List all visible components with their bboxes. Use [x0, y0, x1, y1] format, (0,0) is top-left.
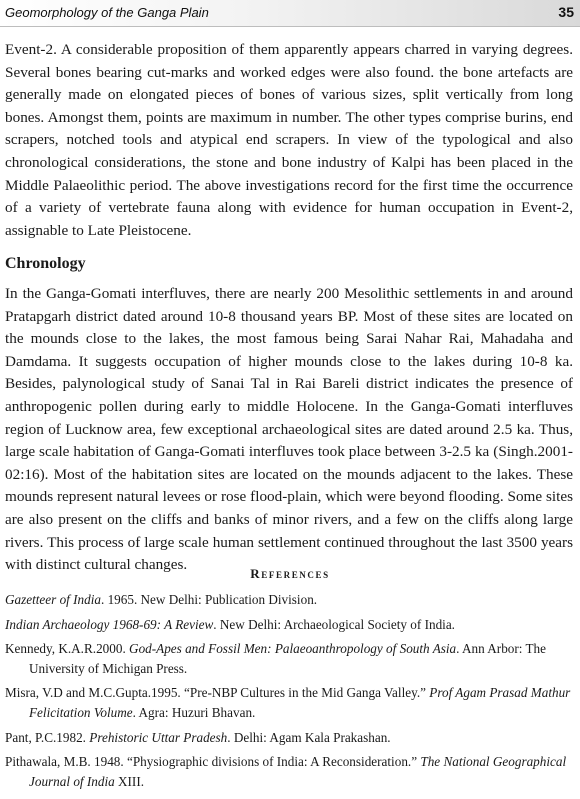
reference-item [5, 590, 575, 610]
references-list [5, 590, 575, 796]
paragraph-event-2: Event-2. A considerable proposition of them apparently appears charred in varying degrees. Several bones bearing cut-marks and worked edges were also found. the bone artefacts are generally made on elongated pieces of bones of various sizes, split vertically from long bones. Amongst them, points are maximum in number. The other types comprise burins, end scrapers, notched tools and atypical end scrapers. In view of the typological and also chronological considerations, the stone and bone industry of Kalpi has been placed in the Middle Palaeolithic period. The above investigations record for the first time the occurrence of a variety of vertebrate fauna along with evidence for human occupation in Event-2, assignable to Late Pleistocene. [5, 41, 573, 239]
reference-details: XIII. [114, 773, 145, 789]
reference-details: . Ann Arbor: The University of Michigan Press. [29, 641, 547, 676]
reference-item [5, 728, 575, 748]
running-header [0, 0, 580, 27]
references-heading: References [250, 566, 330, 581]
reference-item [5, 639, 575, 678]
running-title: Geomorphology of the Ganga Plain [5, 5, 209, 20]
reference-authors: Kennedy, K.A.R.2000. [5, 641, 130, 657]
reference-item [5, 683, 575, 722]
reference-title: Prehistoric Uttar Pradesh [89, 729, 228, 745]
reference-details: . Delhi: Agam Kala Prakashan. [227, 729, 391, 745]
reference-authors: Misra, V.D and M.C.Gupta.1995. “Pre-NBP Cultures in the Mid Ganga Valley.” [5, 685, 430, 701]
page-number: 35 [558, 4, 574, 20]
reference-title: The National Geographical Journal of India [29, 754, 567, 789]
section-heading-chronology: Chronology [5, 255, 86, 272]
reference-details: . Agra: Huzuri Bhavan. [132, 704, 256, 720]
reference-title: Indian Archaeology 1968-69: A Review [5, 616, 214, 632]
reference-item [5, 752, 575, 791]
reference-authors: Pant, P.C.1982. [5, 729, 90, 745]
reference-title: God-Apes and Fossil Men: Palaeoanthropology of South Asia [129, 641, 457, 657]
reference-title: Prof Agam Prasad Mathur Felicitation Volume [29, 685, 571, 720]
reference-details: . New Delhi: Archaeological Society of India. [213, 616, 455, 632]
reference-authors: Pithawala, M.B. 1948. “Physiographic divisions of India: A Reconsideration.” [5, 754, 421, 770]
paragraph-chronology: In the Ganga-Gomati interfluves, there are nearly 200 Mesolithic settlements in and around Pratapgarh district dated around 10-8 thousand years BP. Most of these sites are located on the mounds close to the lakes, the most famous being Sarai Nahar Rai, Mahadaha and Damdama. It suggests occupation of higher mounds close to the lakes during 10-8 ka. Besides, palynological study of Sanai Tal in Rai Bareli district indicates the presence of anthropogenic pollen during early to middle Holocene. In the Ganga-Gomati interfluves region of Lucknow area, few exceptional archaeological sites are dated around 2.5 ka. Thus, large scale habitation of Ganga-Gomati interfluves took place between 3-2.5 ka (Singh.2001-02:16). Most of the habitation sites are located on the mounds adjacent to the lakes. These mounds represent natural levees or rose flood-plain, which were beyond flooding. Some sites are also present on the cliffs and banks of minor rivers, and a few on the cliffs along large rivers. This process of large scale human settlement continued throughout the last 3500 years with distinct cultural changes. [5, 285, 573, 574]
reference-item [5, 615, 575, 635]
reference-details: . 1965. New Delhi: Publication Division. [100, 592, 318, 607]
reference-title: Gazetteer of India [5, 592, 101, 607]
